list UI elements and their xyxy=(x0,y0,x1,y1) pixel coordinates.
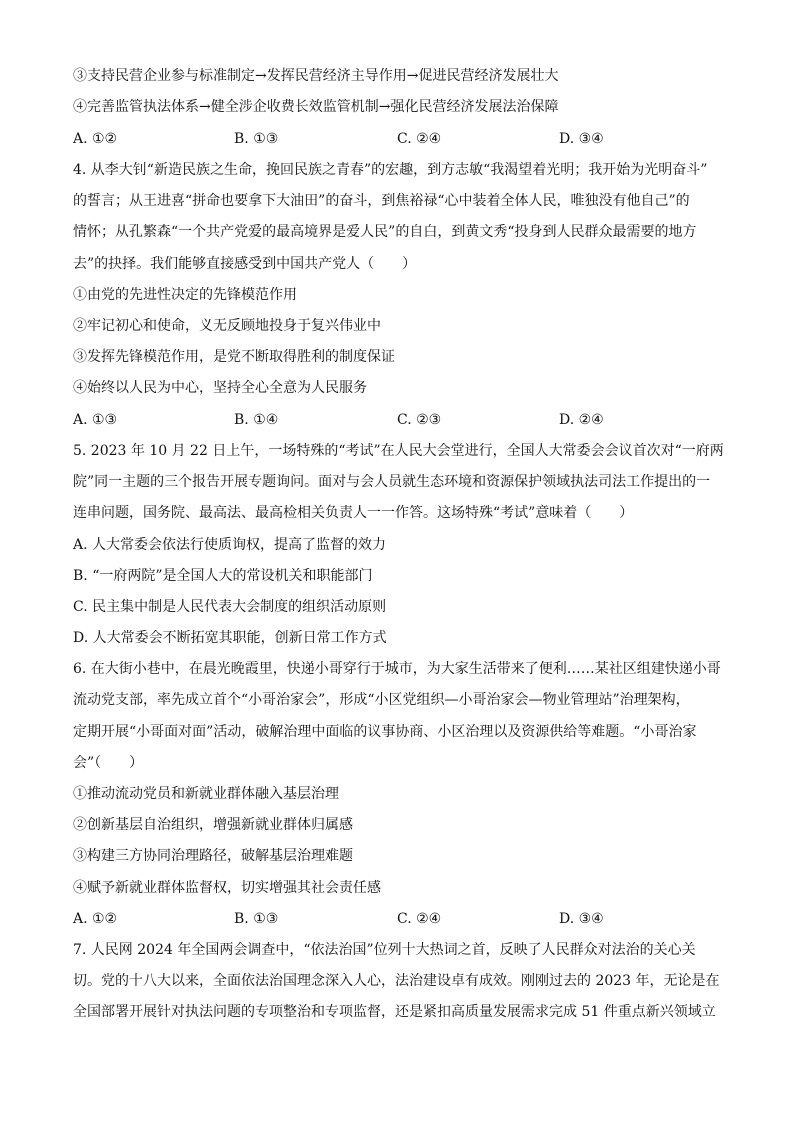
q5-option-d[interactable]: D. 人大常委会不断拓宽其职能，创新日常工作方式 xyxy=(73,630,387,646)
q3-item-4: ④完善监管执法体系→健全涉企收费长效监管机制→强化民营经济发展法治保障 xyxy=(73,99,559,115)
q7-stem-line: 7. 人民网 2024 年全国两会调查中，“依法治国”位列十大热词之首，反映了人民群众对法治的关心关 xyxy=(73,942,696,958)
q4-stem-line: 的誓言；从王进喜“拼命也要拿下大油田”的奋斗，到焦裕禄“心中装着全体人民，唯独没有他自己”的 xyxy=(73,193,690,209)
q5-stem-line: 5. 2023 年 10 月 22 日上午，一场特殊的“考试”在人民大会堂进行，全国人大常委会会议首次对“一府两 xyxy=(73,443,724,459)
q6-option-a[interactable]: A. ①② xyxy=(73,911,118,927)
q7-stem-line: 全国部署开展针对执法问题的专项整治和专项监督，还是紧扣高质量发展需求完成 51 件重点新兴领域立 xyxy=(73,1004,716,1020)
q6-option-d[interactable]: D. ③④ xyxy=(559,911,604,927)
q5-stem-line: 连串问题，国务院、最高法、最高检相关负责人一一作答。这场特殊“考试”意味着（ ） xyxy=(73,505,634,521)
q4-item-3: ③发挥先锋模范作用，是党不断取得胜利的制度保证 xyxy=(73,349,395,365)
q4-stem-line: 4. 从李大钊“新造民族之生命，挽回民族之青春”的宏趣，到方志敏“我渴望着光明；我开始为光明奋斗” xyxy=(73,162,708,178)
q4-option-b[interactable]: B. ①④ xyxy=(234,412,279,428)
q3-option-a[interactable]: A. ①② xyxy=(73,131,118,147)
q5-option-c[interactable]: C. 民主集中制是人民代表大会制度的组织活动原则 xyxy=(73,599,387,615)
q3-option-c[interactable]: C. ②④ xyxy=(397,131,442,147)
q3-option-b[interactable]: B. ①③ xyxy=(234,131,279,147)
q3-options xyxy=(73,129,733,149)
q5-option-a[interactable]: A. 人大常委会依法行使质询权，提高了监督的效力 xyxy=(73,537,387,553)
q6-item-1: ①推动流动党员和新就业群体融入基层治理 xyxy=(73,786,339,802)
q6-stem-line: 定期开展“小哥面对面”活动，破解治理中面临的议事协商、小区治理以及资源供给等难题。“小哥治家 xyxy=(73,724,697,740)
q4-item-2: ②牢记初心和使命，义无反顾地投身于复兴伟业中 xyxy=(73,318,381,334)
q4-option-c[interactable]: C. ②③ xyxy=(397,412,442,428)
q4-option-d[interactable]: D. ②④ xyxy=(559,412,604,428)
q6-stem-line: 6. 在大街小巷中，在晨光晚霞里，快递小哥穿行于城市，为大家生活带来了便利……某社区组建快递小哥 xyxy=(73,661,721,677)
q6-stem-line: 流动党支部，率先成立首个“小哥治家会”，形成“小区党组织—小哥治家会—物业管理站”治理架构， xyxy=(73,692,690,708)
q6-option-c[interactable]: C. ②④ xyxy=(397,911,442,927)
q6-item-3: ③构建三方协同治理路径，破解基层治理难题 xyxy=(73,848,353,864)
q3-item-3: ③支持民营企业参与标准制定→发挥民营经济主导作用→促进民营经济发展壮大 xyxy=(73,68,559,84)
q6-options xyxy=(73,909,733,929)
q4-item-1: ①由党的先进性决定的先锋模范作用 xyxy=(73,287,297,303)
q5-stem-line: 院”同一主题的三个报告开展专题询问。面对与会人员就生态环境和资源保护领域执法司法工作提出的一 xyxy=(73,474,711,490)
q6-stem-line: 会”（ ） xyxy=(73,755,144,771)
q4-stem-line: 去”的抉择。我们能够直接感受到中国共产党人（ ） xyxy=(73,256,417,272)
q6-item-4: ④赋予新就业群体监督权，切实增强其社会责任感 xyxy=(73,880,381,896)
q4-option-a[interactable]: A. ①③ xyxy=(73,412,118,428)
q6-option-b[interactable]: B. ①③ xyxy=(234,911,279,927)
q4-item-4: ④始终以人民为中心，坚持全心全意为人民服务 xyxy=(73,380,367,396)
q3-option-d[interactable]: D. ③④ xyxy=(559,131,604,147)
q4-options xyxy=(73,410,733,430)
q5-option-b[interactable]: B. “一府两院”是全国人大的常设机关和职能部门 xyxy=(73,568,373,584)
q4-stem-line: 情怀；从孔繁森“一个共产党爱的最高境界是爱人民”的自白，到黄文秀“投身到人民群众最需要的地方 xyxy=(73,224,697,240)
q6-item-2: ②创新基层自治组织，增强新就业群体归属感 xyxy=(73,817,353,833)
q7-stem-line: 切。党的十八大以来，全面依法治国理念深入人心，法治建设卓有成效。刚刚过去的 2023 年，无论是在 xyxy=(73,973,720,989)
